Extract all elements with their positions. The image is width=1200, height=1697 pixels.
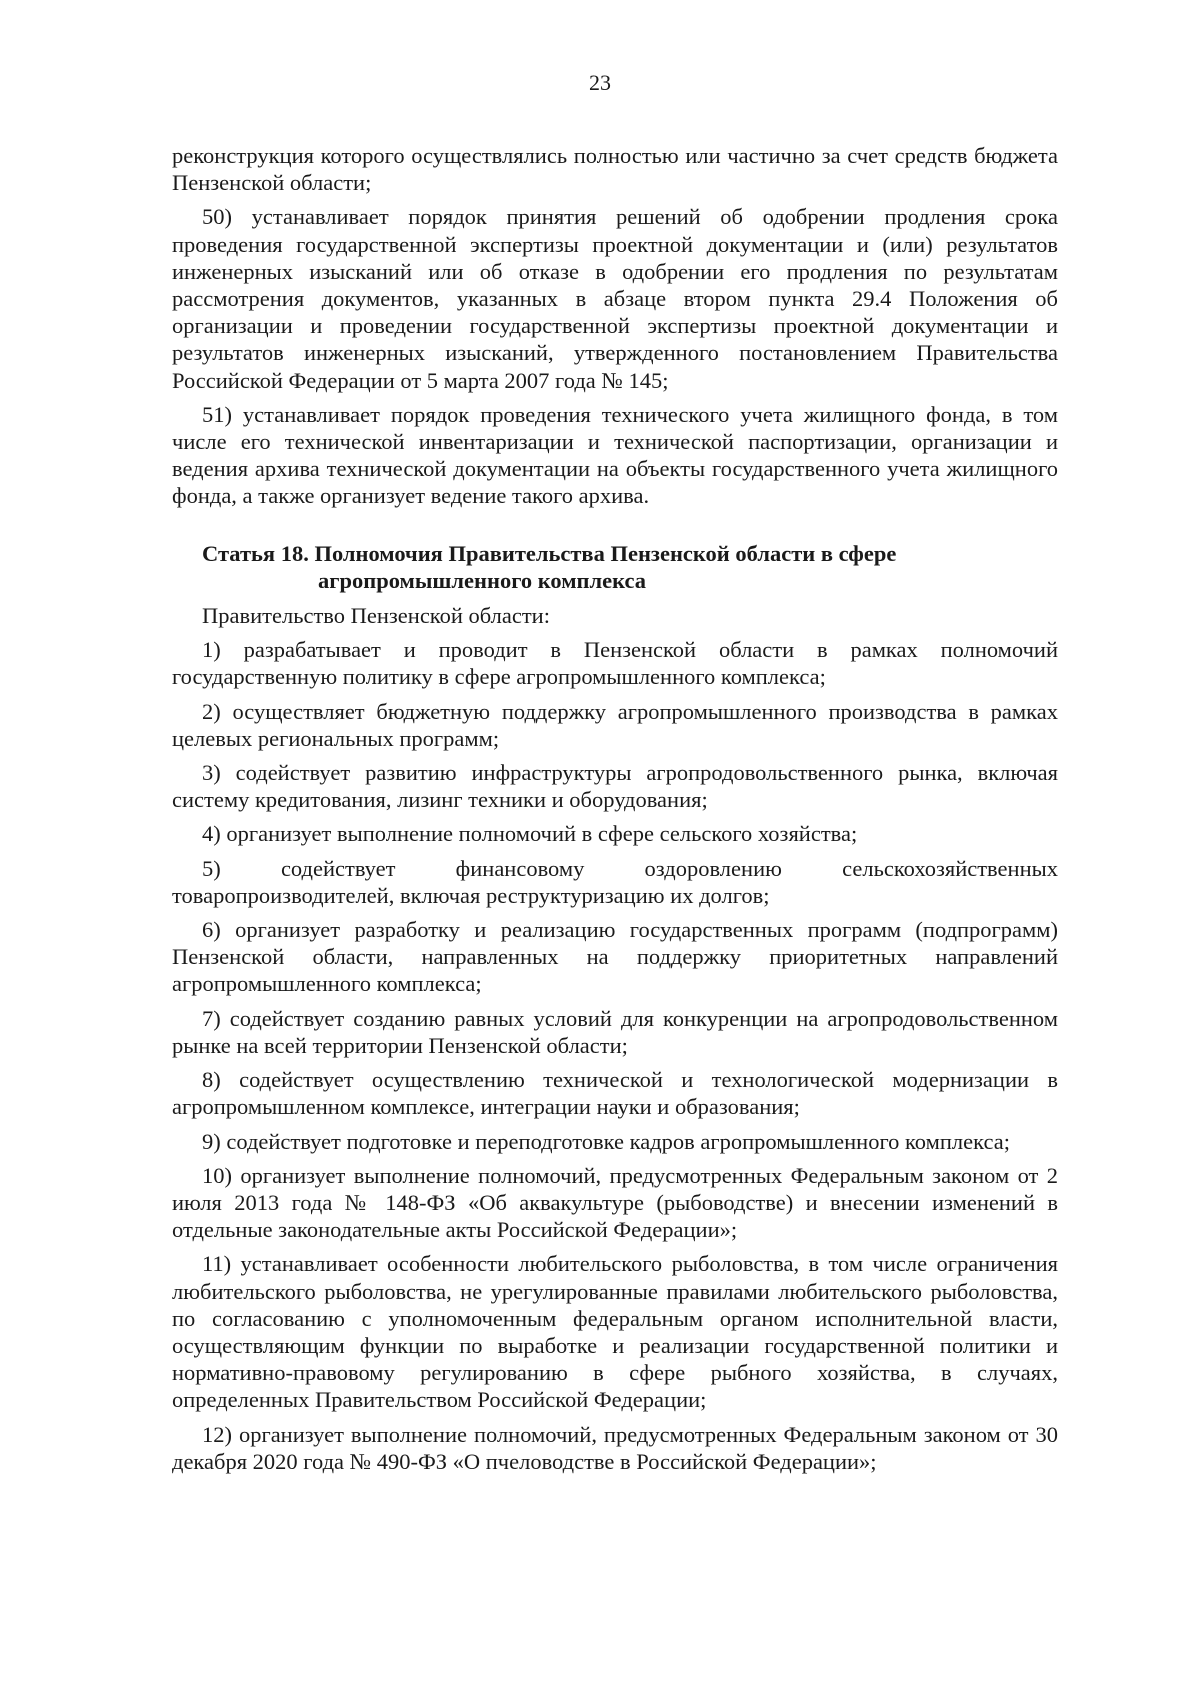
article-item-6: 6) организует разработку и реализацию государственных программ (подпрограмм) Пензенской области, направленных на поддержку приоритетных направлений агропромышленного комплекса; [172,917,1058,997]
article-item-11: 11) устанавливает особенности любительского рыболовства, в том числе ограничения любительского рыболовства, не урегулированные правилами любительского рыболовства, по согласованию с уполномоченным федеральным органом исполнительной власти, осуществляющим функции по выработке и реализации государственной политики и нормативно-правовому регулированию в сфере рыбного хозяйства, в случаях, определенных Правительством Российской Федерации; [172,1251,1058,1413]
article-item-4: 4) организует выполнение полномочий в сфере сельского хозяйства; [202,821,858,847]
article-heading-line-1: Статья 18. Полномочия Правительства Пензенской области в сфере [202,540,897,566]
article-item-9: 9) содействует подготовке и переподготовке кадров агропромышленного комплекса; [202,1128,1010,1154]
article-intro: Правительство Пензенской области: [202,603,550,629]
paragraph-continuation: реконструкция которого осуществлялись полностью или частично за счет средств бюджета Пензенской области; [172,143,1058,196]
article-heading [172,540,1058,594]
article-item-2: 2) осуществляет бюджетную поддержку агропромышленного производства в рамках целевых региональных программ; [172,698,1058,751]
paragraph-item-50: 50) устанавливает порядок принятия решений об одобрении продления срока проведения государственной экспертизы проектной документации и (или) результатов инженерных изысканий или об отказе в одобрении его продления по результатам рассмотрения документов, указанных в абзаце втором пункта 29.4 Положения об организации и проведении государственной экспертизы проектной документации и результатов инженерных изысканий, утвержденного постановлением Правительства Российской Федерации от 5 марта 2007 года № 145; [172,204,1058,393]
article-item-8: 8) содействует осуществлению технической и технологической модернизации в агропромышленном комплексе, интеграции науки и образования; [172,1067,1058,1120]
document-body [172,142,1058,1482]
article-heading-line-2: агропромышленного комплекса [318,567,647,593]
article-item-3: 3) содействует развитию инфраструктуры агропродовольственного рынка, включая систему кредитования, лизинг техники и оборудования; [172,760,1058,813]
article-item-12: 12) организует выполнение полномочий, предусмотренных Федеральным законом от 30 декабря 2020 года № 490-ФЗ «О пчеловодстве в Российской Федерации»; [172,1421,1058,1474]
paragraph-item-51: 51) устанавливает порядок проведения технического учета жилищного фонда, в том числе его технической инвентаризации и технической паспортизации, организации и ведения архива технической документации на объекты государственного учета жилищного фонда, а также организует ведение такого архива. [172,401,1058,509]
article-item-5: 5) содействует финансовому оздоровлению сельскохозяйственных товаропроизводителей, включая реструктуризацию их долгов; [172,855,1058,908]
page-number: 23 [589,70,611,95]
article-item-7: 7) содействует созданию равных условий для конкуренции на агропродовольственном рынке на всей территории Пензенской области; [172,1005,1058,1058]
article-item-1: 1) разрабатывает и проводит в Пензенской области в рамках полномочий государственную политику в сфере агропромышленного комплекса; [172,637,1058,690]
article-item-10: 10) организует выполнение полномочий, предусмотренных Федеральным законом от 2 июля 2013 года № 148-ФЗ «Об аквакультуре (рыбоводстве) и внесении изменений в отдельные законодательные акты Российской Федерации»; [172,1162,1058,1243]
